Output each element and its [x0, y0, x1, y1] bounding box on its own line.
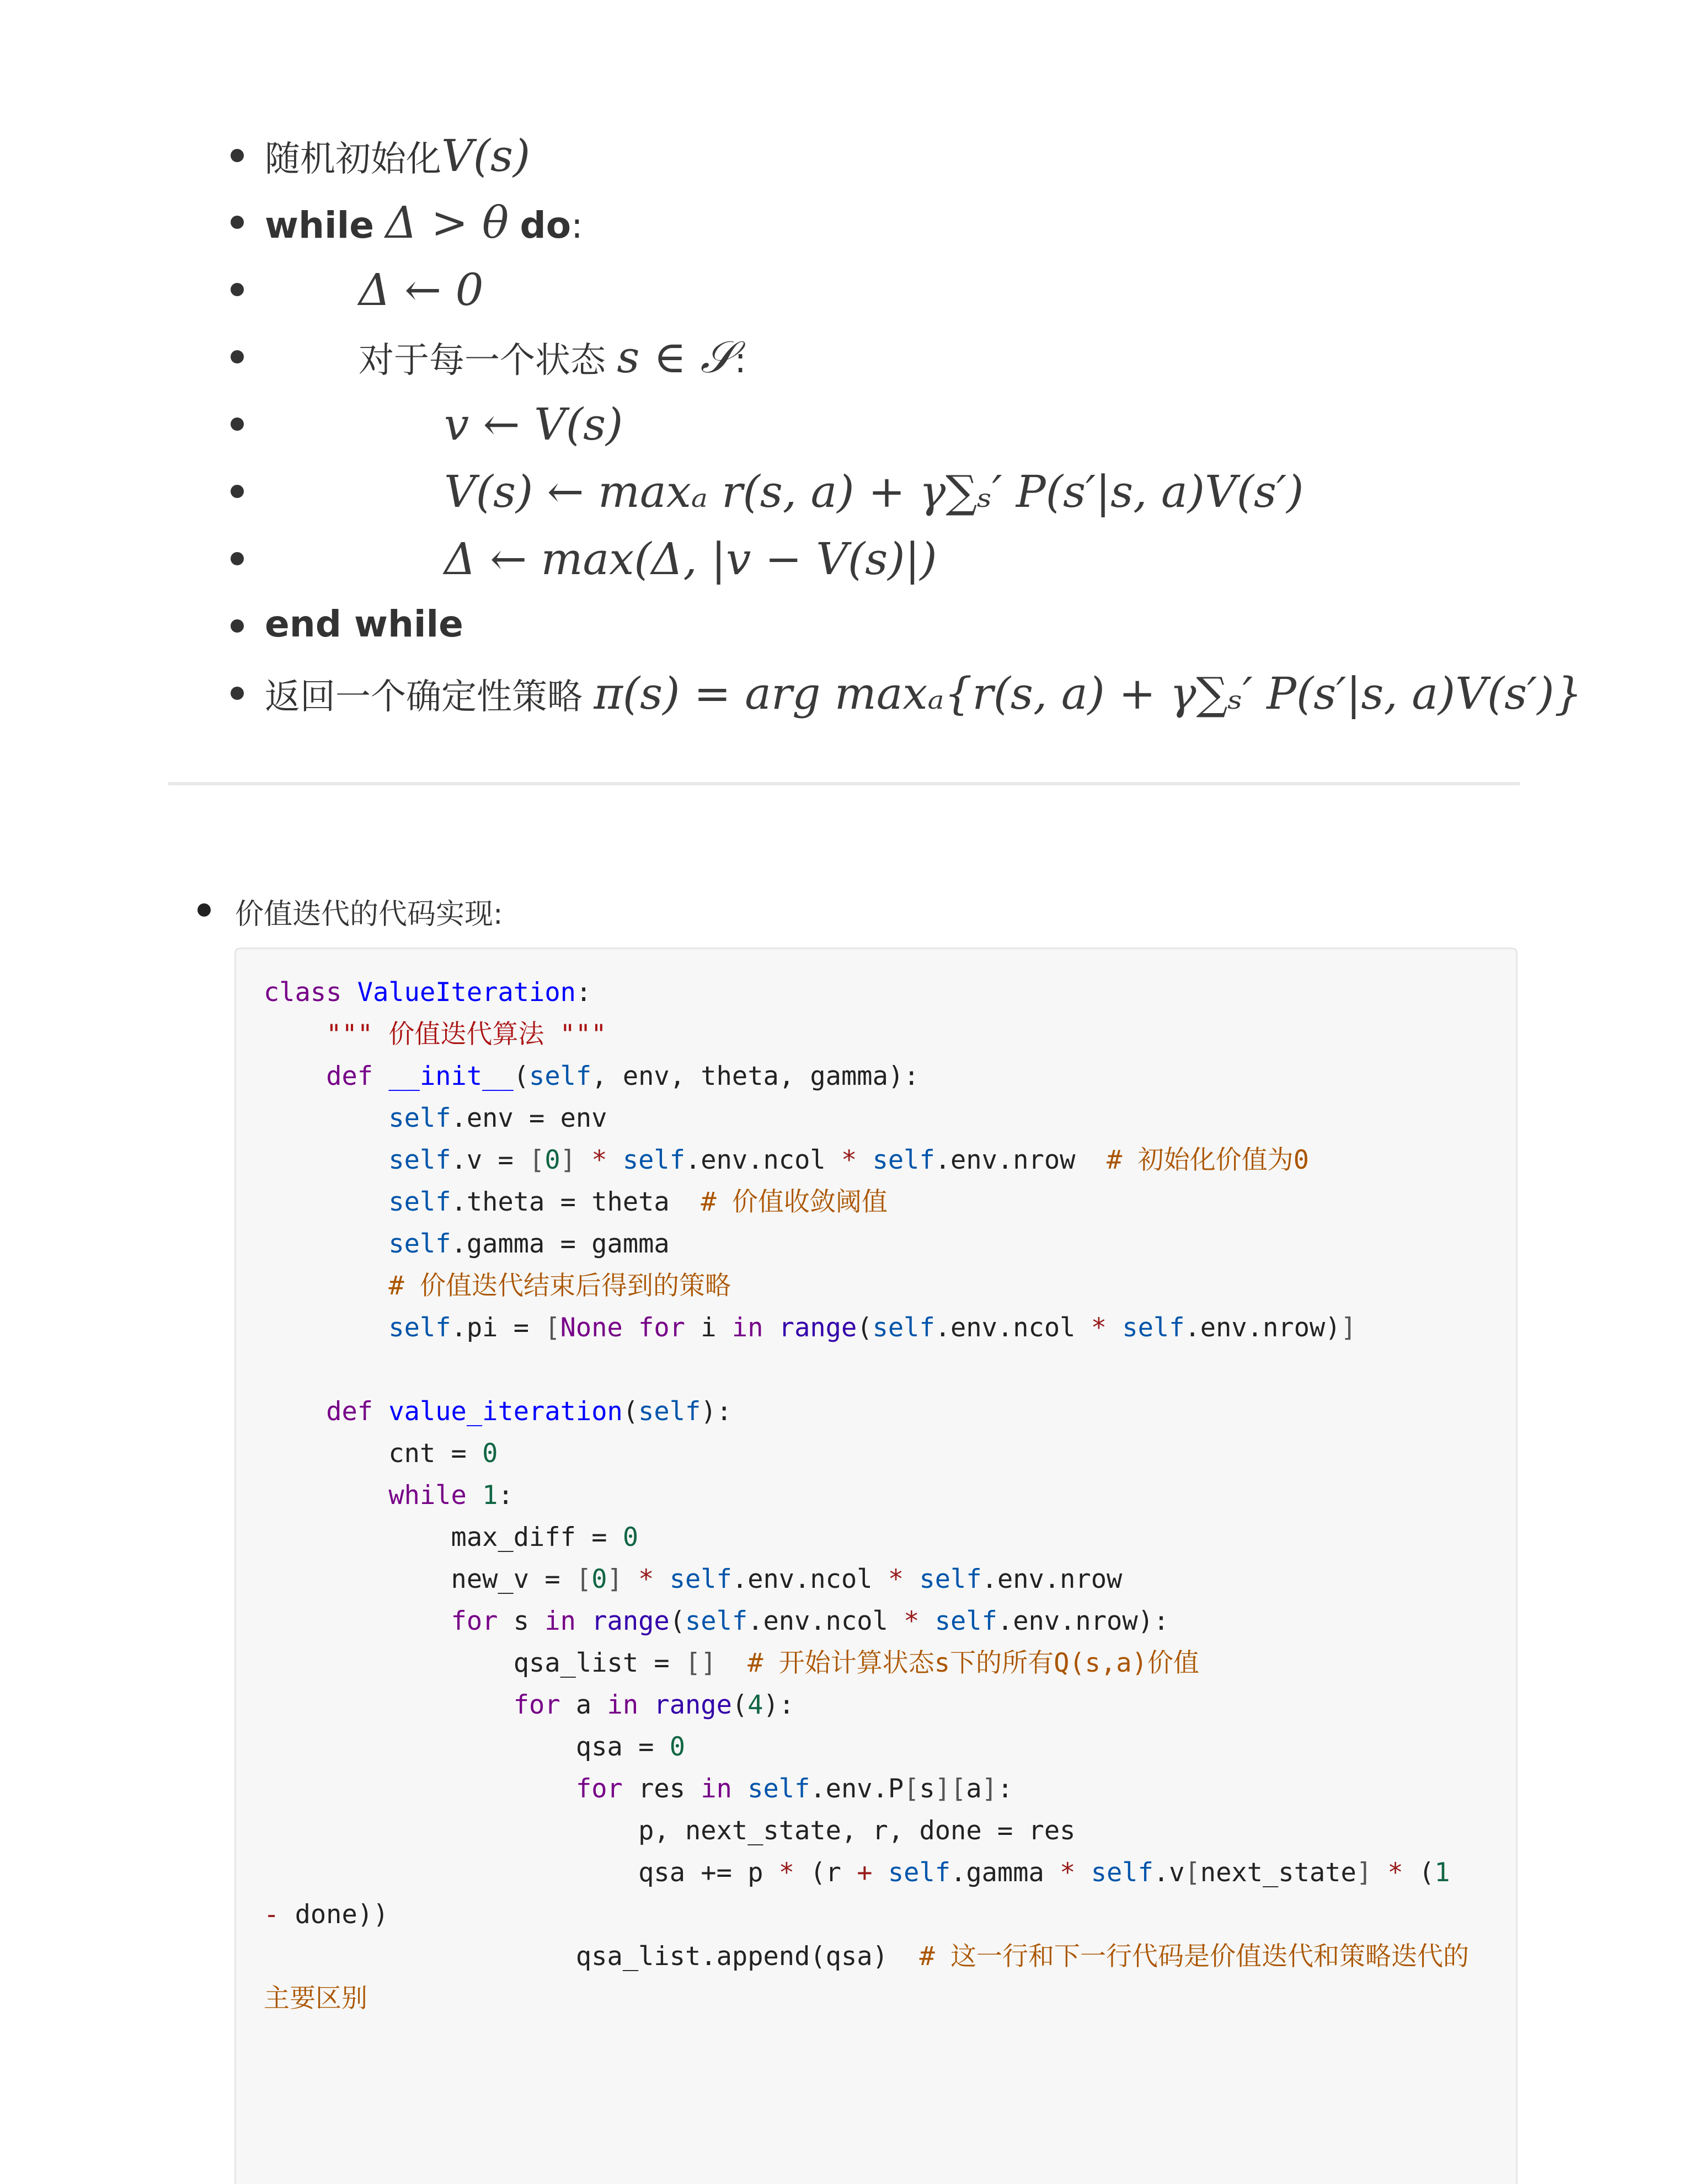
code-line: """ 价值迭代算法 """: [264, 1019, 607, 1050]
algo-math: Δ ← 0: [359, 264, 484, 315]
section-label: 价值迭代的代码实现:: [235, 898, 503, 931]
algo-line-8-text: [265, 603, 463, 645]
algo-line-4-text: [359, 331, 746, 383]
algo-line-5-text: [444, 399, 623, 450]
algo-keyword: end while: [265, 603, 463, 645]
algo-line-7-text: [444, 533, 937, 585]
code-line: self.theta = theta # 价值收敛阈值: [388, 1187, 888, 1217]
code-line: p, next_state, r, done = res: [264, 1816, 1076, 1846]
algo-line-6-text: [444, 466, 1304, 517]
code-line: class ValueIteration:: [264, 977, 592, 1008]
code-line: while 1:: [388, 1480, 514, 1511]
section-divider: [168, 782, 1520, 785]
algo-line-3-text: [359, 264, 484, 315]
code-line: self.pi = [None for i in range(self.env.ncol * self.env.nrow)]: [388, 1313, 1356, 1343]
code-line: for res in self.env.P[s][a]:: [575, 1774, 1013, 1804]
algo-math: π(s) = arg maxₐ{r(s, a) + γ∑ₛ′ P(s′|s, a)V(s′)}: [594, 668, 1583, 719]
bullet-icon: [231, 687, 244, 700]
code-line: [264, 1349, 1469, 1391]
algo-math: V(s) ← maxₐ r(s, a) + γ∑ₛ′ P(s′|s, a)V(s′): [444, 466, 1304, 517]
algo-line-9-text: [265, 668, 1582, 719]
code-line: self.v = [0] * self.env.ncol * self.env.nrow # 初始化价值为0: [388, 1145, 1309, 1175]
code-line: def __init__(self, env, theta, gamma):: [326, 1061, 920, 1091]
code-line: for s in range(self.env.ncol * self.env.nrow):: [451, 1606, 1169, 1636]
bullet-icon: [231, 350, 244, 363]
code-line: self.gamma = gamma: [388, 1229, 670, 1259]
code-line: def value_iteration(self):: [326, 1396, 732, 1427]
code-line: qsa_list.append(qsa) # 这一行和下一行代码是价值迭代和策略迭代的: [264, 1941, 1470, 1972]
algo-prefix: 随机初始化: [265, 139, 441, 180]
algo-keyword: do: [520, 204, 571, 247]
algo-math: V(s): [441, 130, 531, 181]
algo-prefix: 对于每一个状态: [359, 340, 606, 381]
code-line: qsa = 0: [264, 1732, 686, 1762]
code-line: cnt = 0: [264, 1438, 498, 1469]
algo-math: v ← V(s): [444, 399, 623, 450]
code-line: qsa += p * (r + self.gamma * self.v[next_state] * (1: [264, 1858, 1450, 1888]
bullet-icon: [231, 485, 244, 498]
algo-math: Δ > θ: [385, 197, 509, 248]
algo-keyword: while: [265, 204, 374, 247]
code-content[interactable]: [264, 972, 1469, 2020]
code-line: self.env = env: [388, 1103, 607, 1133]
bullet-icon: [231, 216, 244, 229]
code-line: # 价值迭代结束后得到的策略: [388, 1271, 731, 1301]
bullet-icon: [231, 283, 244, 296]
algo-line-1-text: [265, 130, 530, 181]
code-line: new_v = [0] * self.env.ncol * self.env.nrow: [264, 1564, 1123, 1594]
bullet-icon: [231, 417, 244, 431]
bullet-icon: [231, 149, 244, 162]
code-line: 主要区别: [264, 1983, 367, 2014]
algo-math: s ∈ 𝒮: [617, 331, 735, 383]
bullet-icon: [197, 903, 211, 917]
bullet-icon: [231, 552, 244, 565]
algo-line-2-text: [265, 197, 583, 248]
algo-suffix: :: [571, 206, 583, 247]
code-line: qsa_list = [] # 开始计算状态s下的所有Q(s,a)价值: [264, 1648, 1199, 1678]
bullet-icon: [231, 619, 244, 633]
code-line: - done)): [264, 1899, 389, 1930]
algo-math: Δ ← max(Δ, |v − V(s)|): [444, 533, 937, 585]
code-line: for a in range(4):: [513, 1690, 795, 1720]
code-line: max_diff = 0: [264, 1522, 639, 1553]
algo-suffix: :: [734, 340, 746, 381]
algo-prefix: 返回一个确定性策略: [265, 677, 583, 718]
